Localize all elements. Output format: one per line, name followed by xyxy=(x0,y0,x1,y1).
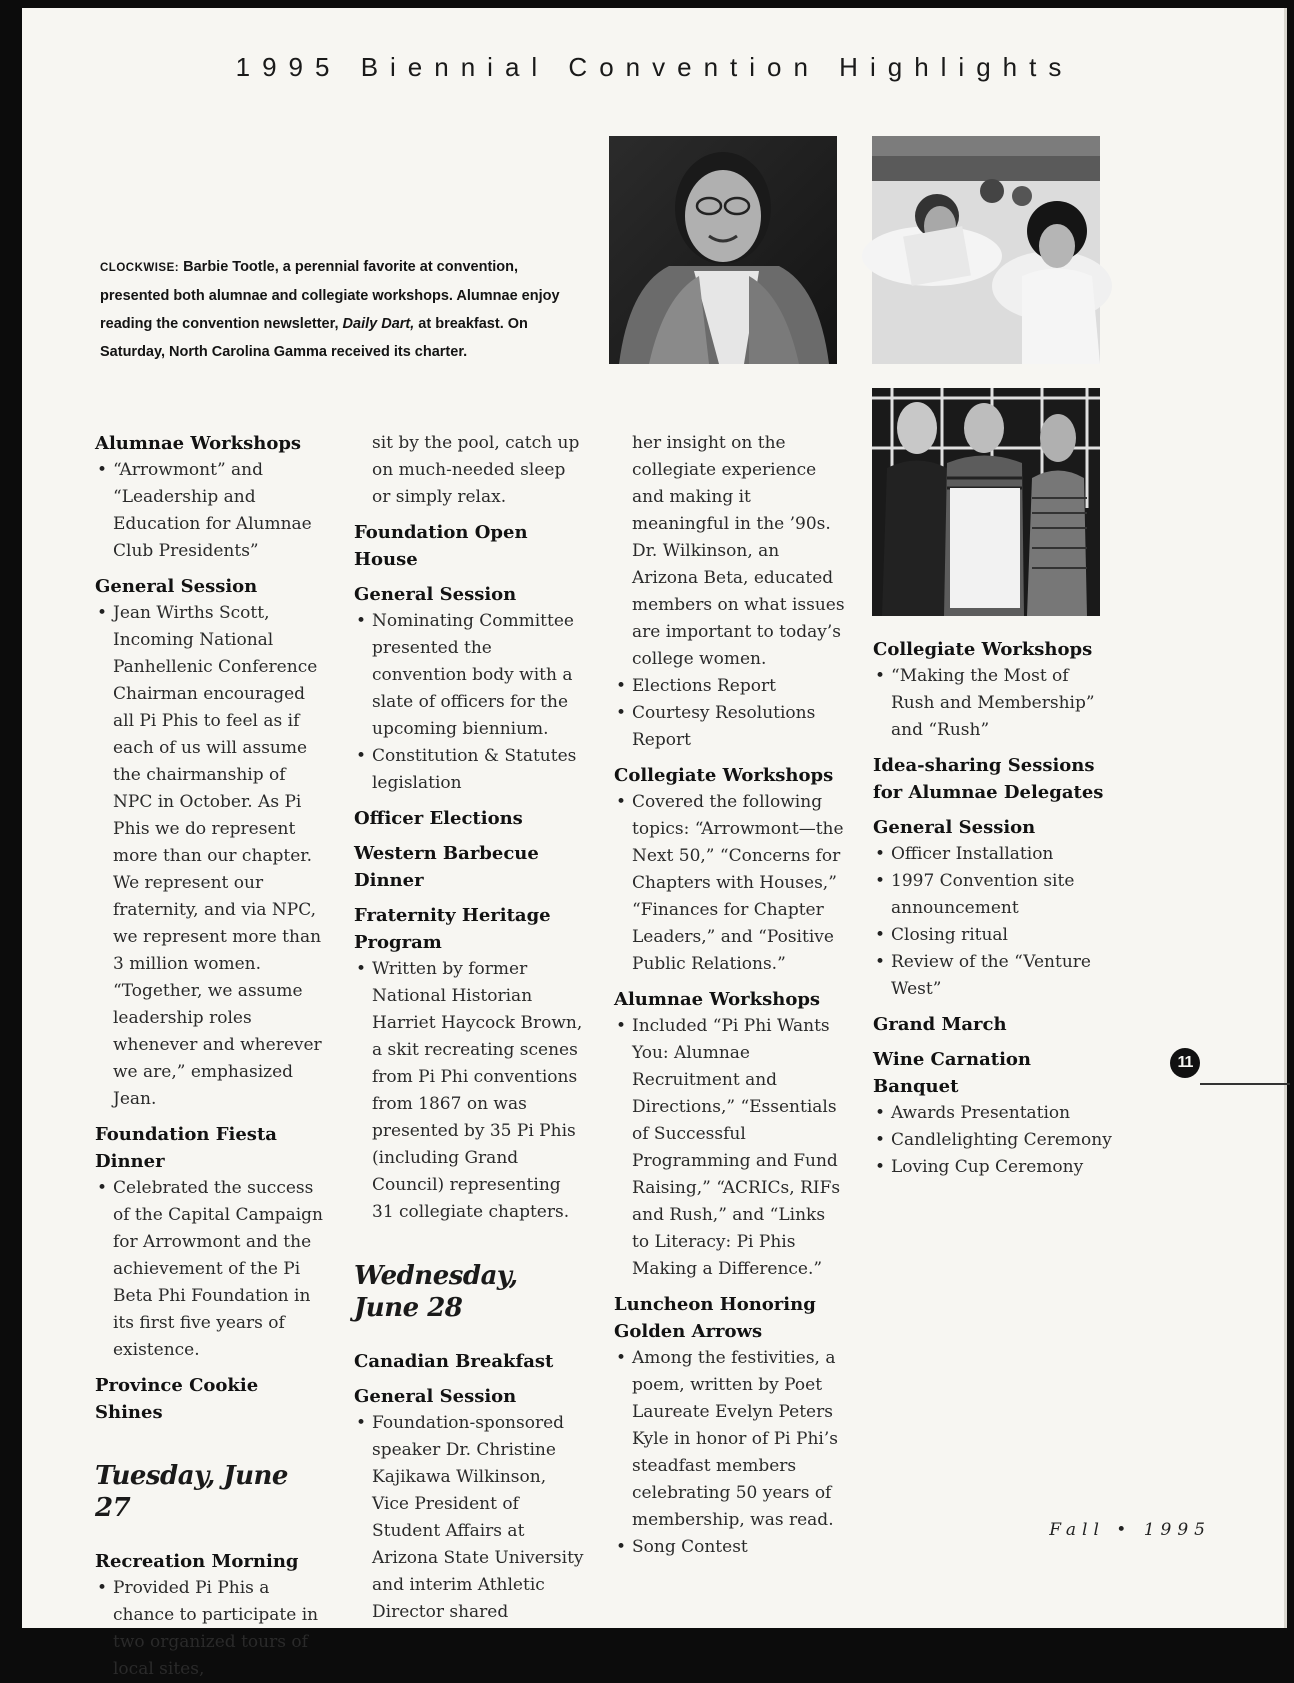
list-collegiate-workshops xyxy=(614,789,846,978)
heading-province-cookie: Province Cookie Shines xyxy=(95,1375,259,1423)
list-item: • Provided Pi Phis a chance to participate in two organized tours of local sites, xyxy=(95,1575,325,1683)
magazine-page xyxy=(22,8,1287,1679)
heading-general-session: General Session xyxy=(95,576,258,597)
heading-alumnae-workshops: Alumnae Workshops xyxy=(95,433,302,454)
list-item: • Constitution & Statutes legislation xyxy=(354,743,584,797)
page-footer: Fall • 1995 xyxy=(1049,1520,1211,1540)
day-heading-tuesday: Tuesday, June 27 xyxy=(95,1461,288,1523)
page-number-rule xyxy=(1200,1083,1290,1085)
list-item: • Loving Cup Ceremony xyxy=(873,1154,1113,1181)
photo-barbie-tootle xyxy=(609,136,837,364)
list-item: • Officer Installation xyxy=(873,841,1113,868)
list-reports xyxy=(614,673,846,754)
heading-foundation-fiesta: Foundation Fiesta Dinner xyxy=(95,1124,277,1172)
column-4 xyxy=(873,636,1113,1181)
list-item: • Covered the following topics: “Arrowmont—the Next 50,” “Concerns for Chapters with Houses,” “Finances for Chapter Leaders,” and “Positive Public Relations.” xyxy=(614,789,846,978)
list-item: • Awards Presentation xyxy=(873,1100,1113,1127)
list-collegiate-workshops xyxy=(873,663,1113,744)
heading-western-barbecue: Western Barbecue Dinner xyxy=(354,843,539,891)
heading-general-session-2: General Session xyxy=(354,1386,517,1407)
page-edge xyxy=(1284,8,1287,1628)
heading-officer-elections: Officer Elections xyxy=(354,808,523,829)
list-item: • Review of the “Venture West” xyxy=(873,949,1113,1003)
list-item: • Courtesy Resolutions Report xyxy=(614,700,846,754)
column-1 xyxy=(95,430,325,1683)
list-general-session-2 xyxy=(354,1410,584,1626)
heading-foundation-open-house: Foundation Open House xyxy=(354,522,528,570)
portrait-image xyxy=(609,136,837,364)
caption-text-1: Barbie Tootle, a perennial favorite at convention, presented both alumnae and collegiate workshops. Alumnae enjoy reading the convention newsletter, xyxy=(100,259,560,332)
heading-alumnae-workshops: Alumnae Workshops xyxy=(614,989,821,1010)
list-item: • Written by former National Historian Harriet Haycock Brown, a skit recreating scenes from Pi Phi conventions from 1867 on was presented by 35 Pi Phis (including Grand Council) representing 31 collegiate chapters. xyxy=(354,956,584,1226)
list-alumnae-workshops xyxy=(95,457,325,565)
photo-caption xyxy=(100,253,590,366)
list-item: • “Making the Most of Rush and Membership” and “Rush” xyxy=(873,663,1113,744)
heading-grand-march: Grand March xyxy=(873,1014,1007,1035)
caption-newsletter-title: Daily Dart, xyxy=(342,316,415,332)
heading-general-session: General Session xyxy=(354,584,517,605)
column-3 xyxy=(614,430,846,1561)
page-header: 1995 Biennial Convention Highlights xyxy=(235,52,1074,82)
heading-collegiate-workshops: Collegiate Workshops xyxy=(873,639,1093,660)
list-item: • Candlelighting Ceremony xyxy=(873,1127,1113,1154)
page-number-badge: 11 xyxy=(1170,1048,1200,1078)
heading-general-session: General Session xyxy=(873,817,1036,838)
list-item: • Closing ritual xyxy=(873,922,1113,949)
list-alumnae-workshops xyxy=(614,1013,846,1283)
list-foundation-fiesta xyxy=(95,1175,325,1364)
list-item: • Song Contest xyxy=(614,1534,846,1561)
caption-text-2: at breakfast. On Saturday, North Carolina Gamma received its charter. xyxy=(100,316,528,360)
list-luncheon xyxy=(614,1345,846,1561)
heading-luncheon: Luncheon Honoring Golden Arrows xyxy=(614,1294,816,1342)
list-recreation-morning xyxy=(95,1575,325,1683)
breakfast-image xyxy=(872,136,1100,364)
list-item: • Celebrated the success of the Capital Campaign for Arrowmont and the achievement of the Pi Beta Phi Foundation in its first five years of existence. xyxy=(95,1175,325,1364)
continued-text: sit by the pool, catch up on much-needed sleep or simply relax. xyxy=(372,433,580,507)
heading-canadian-breakfast: Canadian Breakfast xyxy=(354,1351,554,1372)
heading-fraternity-heritage: Fraternity Heritage Program xyxy=(354,905,551,953)
photo-north-carolina-gamma xyxy=(872,388,1100,616)
heading-recreation-morning: Recreation Morning xyxy=(95,1551,299,1572)
list-item: • “Arrowmont” and “Leadership and Education for Alumnae Club Presidents” xyxy=(95,457,325,565)
caption-lead: CLOCKWISE: xyxy=(100,262,180,274)
list-general-session xyxy=(354,608,584,797)
list-general-session xyxy=(873,841,1113,1003)
list-fraternity-heritage xyxy=(354,956,584,1226)
continued-text: her insight on the collegiate experience and making it meaningful in the ’90s. Dr. Wilkinson, an Arizona Beta, educated members on what issues are important to today’s college women. xyxy=(632,433,845,669)
list-general-session xyxy=(95,600,325,1113)
list-item: • Elections Report xyxy=(614,673,846,700)
heading-collegiate-workshops: Collegiate Workshops xyxy=(614,765,834,786)
list-item: • Jean Wirths Scott, Incoming National Panhellenic Conference Chairman encouraged all Pi Phis to feel as if each of us will assume the chairmanship of NPC in October. As Pi Phis we do represent more than our chapter. We represent our fraternity, and via NPC, we represent more than 3 million women. “Together, we assume leadership roles whenever and wherever we are,” emphasized Jean. xyxy=(95,600,325,1113)
heading-idea-sharing: Idea-sharing Sessions for Alumnae Delegates xyxy=(873,755,1104,803)
list-wine-carnation xyxy=(873,1100,1113,1181)
heading-wine-carnation: Wine Carnation Banquet xyxy=(873,1049,1032,1097)
photo-breakfast-newsletter xyxy=(872,136,1100,364)
list-item: • Foundation-sponsored speaker Dr. Christine Kajikawa Wilkinson, Vice President of Student Affairs at Arizona State University and interim Athletic Director shared xyxy=(354,1410,584,1626)
list-item: • Included “Pi Phi Wants You: Alumnae Recruitment and Directions,” “Essentials of Successful Programming and Fund Raising,” “ACRICs, RIFs and Rush,” and “Links to Literacy: Pi Phis Making a Difference.” xyxy=(614,1013,846,1283)
list-item: • 1997 Convention site announcement xyxy=(873,868,1113,922)
column-2 xyxy=(354,430,584,1626)
list-item: • Nominating Committee presented the convention body with a slate of officers for the upcoming biennium. xyxy=(354,608,584,743)
list-item: • Among the festivities, a poem, written by Poet Laureate Evelyn Peters Kyle in honor of Pi Phi’s steadfast members celebrating 50 years of membership, was read. xyxy=(614,1345,846,1534)
charter-image xyxy=(872,388,1100,616)
day-heading-wednesday: Wednesday, June 28 xyxy=(354,1261,518,1323)
